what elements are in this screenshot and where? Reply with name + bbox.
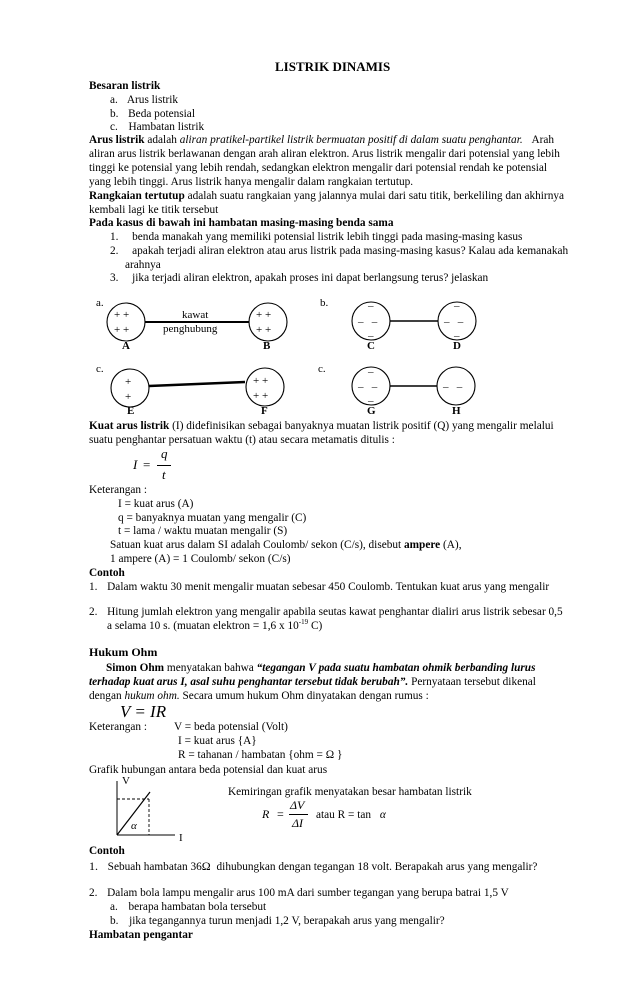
contoh2-question-1 (89, 859, 537, 874)
arus-definition-line1 (89, 133, 554, 147)
paragraph-text: dengan (89, 690, 122, 702)
list-marker: 1. (110, 231, 119, 243)
contoh2-question-2 (89, 886, 509, 900)
keterangan-line: I = kuat arus (A) (118, 498, 194, 510)
contoh-question-2-cont (107, 619, 322, 633)
question-text: a selama 10 s. (muatan elektron = 1,6 x 10 (107, 620, 299, 632)
r-formula-eq: = (277, 807, 284, 821)
question-text: dihubungkan dengan tegangan 18 volt. Berapakah arus yang mengalir? (216, 861, 538, 873)
list-text: berapa hambatan bola tersebut (128, 901, 267, 913)
list-item (110, 230, 522, 244)
label-F: F (261, 405, 268, 417)
question-text: Dalam bola lampu mengalir arus 100 mA dari sumber tegangan yang berupa batrai 1,5 V (107, 887, 509, 899)
r-formula-denominator: ΔI (292, 816, 304, 830)
keterangan2-line: V = beda potensial (Volt) (174, 721, 288, 733)
name-simon-ohm: Simon Ohm (106, 662, 165, 674)
exponent: -19 (298, 618, 309, 627)
list-text: jika tegangannya turun menjadi 1,2 V, berapakah arus yang mengalir? (129, 915, 445, 927)
definition-text: adalah (147, 134, 177, 146)
charge-h-mid: – – (443, 381, 463, 393)
list-marker: 1. (89, 859, 98, 873)
paragraph-quote: terhadap kuat arus I, asal suhu penghantar tersebut tidak berubah”. (89, 676, 409, 688)
formula-numerator: q (161, 446, 168, 461)
satuan-ampere: ampere (404, 539, 441, 551)
definition-text: Arah (531, 134, 555, 146)
charge-b-top: + + (256, 309, 272, 321)
paragraph-italic: hukum ohm. (124, 690, 180, 702)
charge-a-top: + + (114, 309, 130, 321)
list-text: Arus listrik (126, 94, 179, 106)
formula-bar (157, 465, 171, 466)
formula-eq: = (143, 457, 151, 472)
charge-c-mid: – – (358, 316, 378, 328)
charge-e-top: + (125, 376, 132, 388)
label-kawat: kawat (182, 309, 209, 321)
term-kuat-arus: Kuat arus listrik (89, 420, 170, 432)
question-text: Dalam waktu 30 menit mengalir muatan sebesar 450 Coulomb. Tentukan kuat arus yang mengalir (107, 581, 550, 593)
list-marker: 2. (110, 245, 119, 257)
contoh-question-2 (89, 605, 563, 619)
paragraph-text: menyatakan bahwa (166, 662, 254, 674)
section-heading-hukum-ohm: Hukum Ohm (89, 645, 158, 659)
rangkaian-definition-line1 (89, 189, 564, 203)
list-item (110, 244, 568, 258)
list-marker: 2. (89, 887, 98, 899)
label-A: A (122, 340, 130, 352)
label-H: H (452, 405, 461, 417)
list-marker: a. (110, 901, 118, 913)
contoh2-heading: Contoh (89, 845, 125, 857)
r-formula-lhs: R (262, 807, 270, 821)
section-heading-hambatan: Hambatan pengantar (89, 929, 193, 941)
rangkaian-definition-line2: kembali lagi ke titik tersebut (89, 204, 219, 216)
charge-d-bottom: – (454, 330, 460, 342)
list-text: apakah terjadi aliran elektron atau arus listrik pada masing-masing kasus? Kalau ada kemanakah (132, 245, 569, 257)
axis-label-v: V (122, 775, 130, 787)
charge-b-bottom: + + (256, 324, 272, 336)
figure-label-b: b. (320, 297, 329, 309)
grafik-heading: Grafik hubungan antara beda potensial dan kuat arus (89, 764, 328, 776)
charge-f-bottom: + + (253, 390, 269, 402)
r-formula-tail (316, 808, 386, 822)
charge-c-bottom: – (368, 330, 374, 342)
arus-definition-line3: tinggi ke potensial yang lebih rendah, sedangkan elektron mengalir dari potensial rendah ke potensial (89, 162, 548, 174)
keterangan2-line: R = tahanan / hambatan {ohm = Ω } (178, 749, 343, 761)
charge-f-top: + + (253, 375, 269, 387)
formula-lhs: I (133, 457, 138, 472)
ohm-paragraph-line2 (89, 675, 536, 689)
r-formula-bar (289, 814, 308, 815)
paragraph-text: Secara umum hukum Ohm dinyatakan dengan rumus : (182, 690, 429, 702)
charge-e-bottom: + (125, 391, 132, 403)
keterangan2-line: I = kuat arus {A} (178, 735, 257, 747)
kuat-arus-line1 (89, 419, 554, 433)
satuan-text: Satuan kuat arus dalam SI adalah Coulomb/ sekon (C/s), disebut (110, 539, 402, 551)
list-text: Beda potensial (128, 108, 195, 120)
axis-label-i: I (179, 832, 183, 843)
list-item (110, 93, 178, 107)
wire-ef (149, 382, 245, 386)
list-text: benda manakah yang memiliki potensial listrik lebih tinggi pada masing-masing kasus (132, 231, 523, 243)
charge-g-top: – (368, 366, 374, 378)
angle-alpha: α (131, 820, 137, 832)
figure-label-c: c. (96, 363, 104, 375)
sub-item (110, 900, 266, 914)
list-marker: a. (110, 94, 118, 106)
formula-alpha: α (379, 809, 386, 821)
keterangan2-heading: Keterangan : (89, 721, 148, 733)
charge-figure (80, 292, 580, 420)
list-marker: b. (110, 108, 119, 120)
arus-definition-line2: aliran arus listrik berlawanan dengan arah aliran elektron. Arus listrik mengalir dari potensial yang lebih (89, 148, 560, 160)
contoh-heading: Contoh (89, 567, 125, 579)
satuan-text: (A), (443, 539, 462, 551)
paragraph-quote: “tegangan V pada suatu hambatan ohmik berbanding lurus (256, 662, 536, 674)
satuan-line1 (110, 538, 462, 552)
ohm-formula: V = IR (120, 702, 167, 721)
list-text: Hambatan listrik (128, 121, 205, 133)
list-item (110, 271, 488, 285)
satuan-line2: 1 ampere (A) = 1 Coulomb/ sekon (C/s) (110, 553, 291, 565)
list-marker: 2. (89, 606, 98, 618)
list-marker: 1. (89, 581, 98, 593)
sub-item (110, 914, 445, 928)
page-title: LISTRIK DINAMIS (275, 59, 391, 74)
paragraph-text: Pernyataan tersebut dikenal (411, 676, 536, 688)
figure-label-a: a. (96, 297, 104, 309)
question-text: Sebuah hambatan 36 (107, 861, 202, 873)
label-B: B (263, 340, 271, 352)
keterangan-heading: Keterangan : (89, 484, 148, 496)
label-penghubung: penghubung (163, 323, 218, 335)
label-G: G (367, 405, 376, 417)
arus-definition-line4: yang lebih tinggi. Arus listrik hanya mengalir dalam rangkaian tertutup. (89, 176, 414, 188)
section-heading-besaran: Besaran listrik (89, 80, 161, 92)
charge-d-mid: – – (444, 316, 464, 328)
charge-d-top: – (454, 300, 460, 312)
list-marker: b. (110, 915, 119, 927)
contoh-question-1 (89, 580, 549, 594)
charge-g-bottom: – (368, 395, 374, 407)
term-rangkaian-tertutup: Rangkaian tertutup (89, 190, 185, 202)
r-formula-numerator: ΔV (290, 798, 305, 812)
definition-italic: aliran pratikel-partikel listrik bermuatan positif di dalam suatu penghantar. (179, 134, 523, 146)
list-marker: 3. (110, 272, 119, 284)
definition-text: adalah suatu rangkaian yang jalannya mulai dari satu titik, berkeliling dan akhirnya (187, 190, 565, 202)
ohm-paragraph-line1 (106, 661, 535, 675)
definition-text: (I) didefinisikan sebagai banyaknya muatan listrik positif (Q) yang mengalir melalui (172, 420, 554, 432)
charge-a-bottom: + + (114, 324, 130, 336)
question-text: Hitung jumlah elektron yang mengalir apabila seutas kawat penghantar dialiri arus listrik sebesar 0,5 (107, 606, 563, 618)
label-C: C (367, 340, 375, 352)
vi-graph (100, 775, 200, 843)
list-text-continued: arahnya (125, 259, 161, 271)
formula-text: atau R = tan (316, 809, 371, 821)
kasus-heading: Pada kasus di bawah ini hambatan masing-masing benda sama (89, 217, 394, 229)
question-text: C) (310, 620, 323, 632)
keterangan-line: q = banyaknya muatan yang mengalir (C) (118, 512, 307, 524)
label-E: E (127, 405, 135, 417)
list-marker: c. (110, 121, 118, 133)
ohm-symbol: Ω (201, 859, 211, 873)
charge-g-mid: – – (358, 381, 378, 393)
kuat-arus-line2: suatu penghantar persatuan waktu (t) atau secara metamatis ditulis : (89, 434, 395, 446)
term-arus-listrik: Arus listrik (89, 134, 145, 146)
label-D: D (453, 340, 461, 352)
figure-label-d: c. (318, 363, 326, 375)
formula-denominator: t (162, 467, 166, 482)
list-text: jika terjadi aliran elektron, apakah proses ini dapat berlangsung terus? jelaskan (132, 272, 489, 284)
charge-c-top: – (368, 300, 374, 312)
kemiringan-text: Kemiringan grafik menyatakan besar hambatan listrik (228, 786, 472, 798)
keterangan-line: t = lama / waktu muatan mengalir (S) (118, 525, 288, 537)
